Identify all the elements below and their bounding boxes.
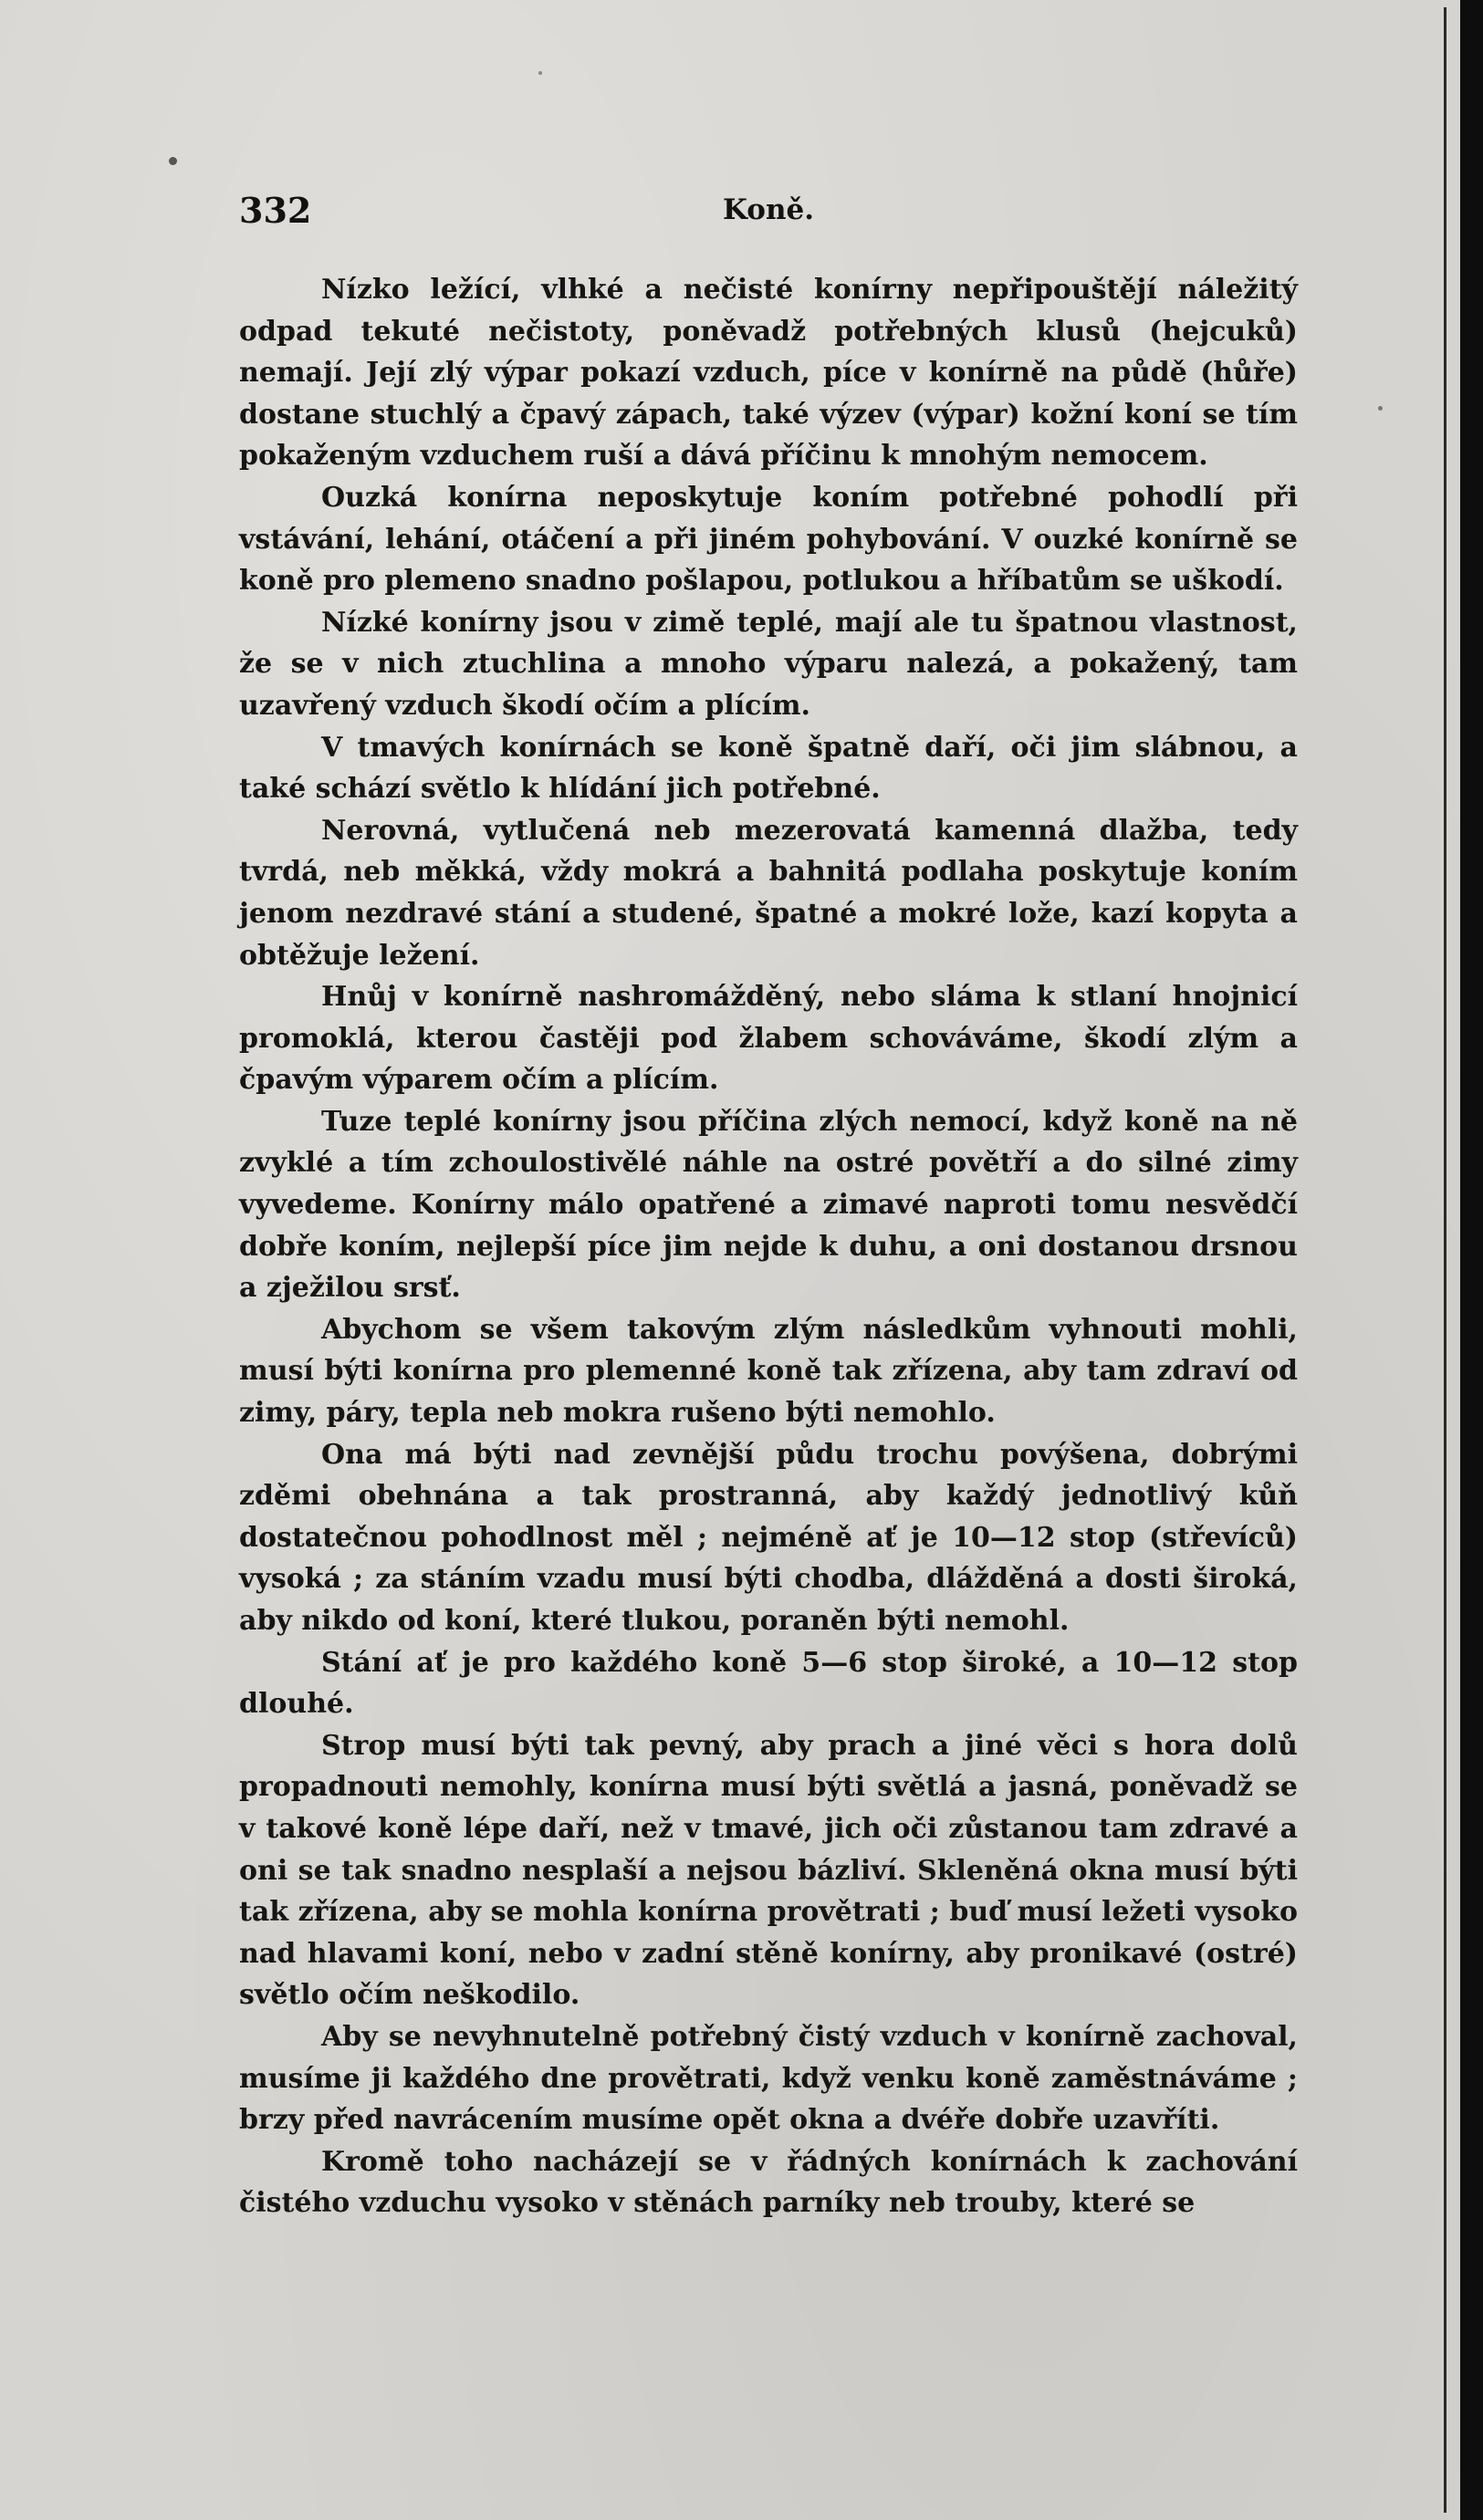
paragraph: Strop musí býti tak pevný, aby prach a jiné věci s hora dolů propadnouti nemohly, konírna musí býti světlá a jasná, poněvadž se v takové koně lépe daří, než v tmavé, jich oči zůstanou tam zdravé a oni se tak snadno nesplaší a nejsou bázliví. Skleněná okna musí býti tak zřízena, aby se mohla konírna provětrati ; buď musí ležeti vysoko nad hlavami koní, nebo v zadní stěně konírny, aby pronikavé (ostré) světlo očím neškodilo. (239, 1729, 1298, 2012)
ink-speck (1378, 406, 1383, 411)
paragraph: Abychom se všem takovým zlým následkům vyhnouti mohli, musí býti konírna pro plemenné koně tak zřízena, aby tam zdraví od zimy, páry, tepla neb mokra rušeno býti nemohlo. (239, 1313, 1298, 1430)
paragraph: Nízko ležící, vlhké a nečisté konírny nepřipouštějí náležitý odpad tekuté nečistoty, poněvadž potřebných klusů (hejcuků) nemají. Její zlý výpar pokazí vzduch, píce v konírně na půdě (hůře) dostane stuchlý a čpavý zápach, také výzev (výpar) kožní koní se tím pokaženým vzduchem ruší a dává příčinu k mnohým nemocem. (239, 274, 1298, 473)
body-text (239, 269, 1298, 2224)
paragraph: Ouzká konírna neposkytuje koním potřebné pohodlí při vstávání, lehání, otáčení a při jiném pohybování. V ouzké konírně se koně pro plemeno snadno pošlapou, potlukou a hříbatům se uškodí. (239, 481, 1298, 598)
ink-speck (538, 71, 542, 75)
binding-shadow (1444, 7, 1446, 2513)
paragraph: V tmavých konírnách se koně špatně daří, oči jim slábnou, a také schází světlo k hlídání jich potřebné. (239, 731, 1298, 806)
paragraph: Kromě toho nacházejí se v řádných konírnách k zachování čistého vzduchu vysoko v stěnách parníky neb trouby, které se (239, 2145, 1298, 2220)
running-title: Koně. (723, 193, 814, 226)
page-number: 332 (239, 190, 312, 231)
paragraph: Ona má býti nad zevnější půdu trochu povýšena, dobrými zděmi obehnána a tak prostranná, aby každý jednotlivý kůň dostatečnou pohodlnost měl ; nejméně ať je 10—12 stop (střevíců) vysoká ; za stáním vzadu musí býti chodba, dlážděná a dosti široká, aby nikdo od koní, které tlukou, poraněn býti nemohl. (239, 1438, 1298, 1637)
page-header (239, 190, 1298, 235)
paragraph: Aby se nevyhnutelně potřebný čistý vzduch v konírně zachoval, musíme ji každého dne provětrati, když venku koně zaměstnáváme ; brzy před navrácením musíme opět okna a dvéře dobře uzavříti. (239, 2020, 1298, 2137)
page-edge (1460, 0, 1483, 2520)
paragraph: Tuze teplé konírny jsou příčina zlých nemocí, když koně na ně zvyklé a tím zchoulostivělé náhle na ostré povětří a do silné zimy vyvedeme. Konírny málo opatřené a zimavé naproti tomu nesvědčí dobře koním, nejlepší píce jim nejde k duhu, a oni dostanou drsnou a zježilou srsť. (239, 1105, 1298, 1305)
paragraph: Nerovná, vytlučená neb mezerovatá kamenná dlažba, tedy tvrdá, neb měkká, vždy mokrá a bahnitá podlaha poskytuje koním jenom nezdravé stání a studené, špatné a mokré lože, kazí kopyta a obtěžuje ležení. (239, 814, 1298, 972)
ink-speck (169, 157, 177, 165)
paragraph: Stání ať je pro každého koně 5—6 stop široké, a 10—12 stop dlouhé. (239, 1646, 1298, 1721)
paragraph: Nízké konírny jsou v zimě teplé, mají ale tu špatnou vlastnost, že se v nich ztuchlina a mnoho výparu nalezá, a pokažený, tam uzavřený vzduch škodí očím a plícím. (239, 606, 1298, 722)
paragraph: Hnůj v konírně nashromážděný, nebo sláma k stlaní hnojnicí promoklá, kterou častěji pod žlabem schováváme, škodí zlým a čpavým výparem očím a plícím. (239, 981, 1298, 1097)
